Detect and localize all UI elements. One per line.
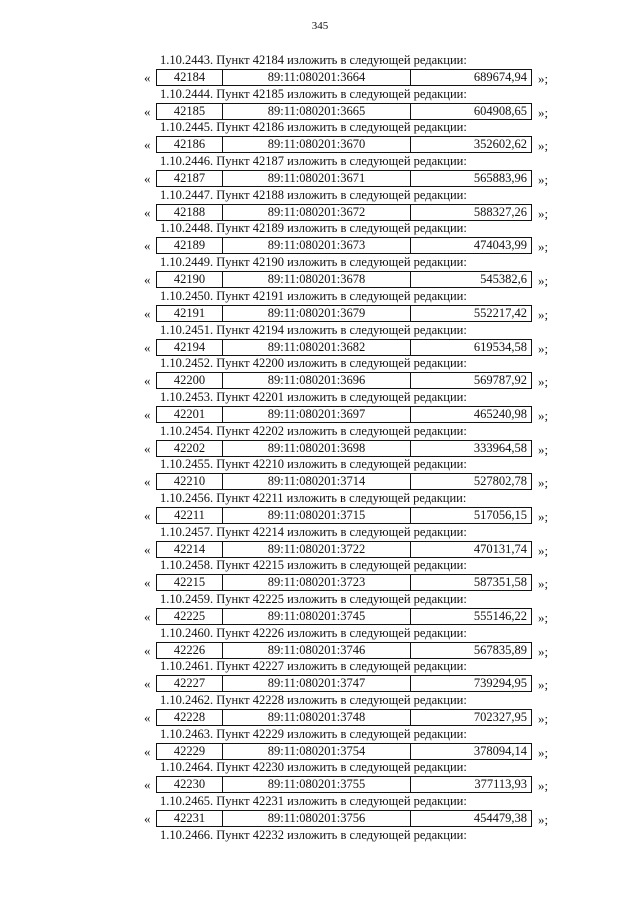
amendment-row <box>0 507 640 524</box>
value-cell: 527802,78 <box>473 474 527 489</box>
amendment-entry <box>0 53 640 87</box>
opening-quote: « <box>144 171 151 187</box>
amendment-entry <box>0 255 640 289</box>
item-number-cell: 42190 <box>157 272 223 287</box>
cadastral-number-cell: 89:11:080201:3722 <box>223 542 411 557</box>
value-cell: 454479,38 <box>473 811 527 826</box>
table-row <box>156 743 532 760</box>
cadastral-number-cell: 89:11:080201:3756 <box>223 811 411 826</box>
amendment-row <box>0 473 640 490</box>
opening-quote: « <box>144 710 151 726</box>
opening-quote: « <box>144 204 151 220</box>
closing-quote: »; <box>538 205 549 221</box>
amendment-entry <box>0 289 640 323</box>
table-row <box>156 305 532 322</box>
value-cell: 377113,93 <box>474 777 527 792</box>
cadastral-number-cell: 89:11:080201:3697 <box>223 407 411 422</box>
amendment-heading: 1.10.2451. Пункт 42194 изложить в следующей редакции: <box>160 322 467 337</box>
amendment-heading: 1.10.2459. Пункт 42225 изложить в следующей редакции: <box>160 592 467 606</box>
item-number-cell: 42211 <box>157 508 223 523</box>
cadastral-number-cell: 89:11:080201:3665 <box>223 104 411 119</box>
amendment-row <box>0 237 640 254</box>
value-cell: 378094,14 <box>473 743 527 758</box>
item-number-cell: 42202 <box>157 441 223 456</box>
table-row <box>156 170 532 187</box>
cadastral-number-cell: 89:11:080201:3746 <box>223 643 411 658</box>
amendment-entry <box>0 491 640 525</box>
value-cell: 702327,95 <box>473 710 527 725</box>
amendment-entry <box>0 390 640 424</box>
value-cell: 689674,94 <box>473 70 527 84</box>
amendment-heading: 1.10.2443. Пункт 42184 изложить в следующей редакции: <box>160 53 467 67</box>
amendment-entry <box>0 693 640 727</box>
opening-quote: « <box>144 474 151 490</box>
item-number-cell: 42184 <box>157 70 223 85</box>
amendment-heading: 1.10.2460. Пункт 42226 изложить в следующей редакции: <box>160 625 467 640</box>
opening-quote: « <box>144 811 151 827</box>
amendment-row <box>0 103 640 120</box>
cadastral-number-cell: 89:11:080201:3715 <box>223 508 411 523</box>
amendment-heading: 1.10.2447. Пункт 42188 изложить в следующей редакции: <box>160 187 467 202</box>
closing-quote: »; <box>538 273 549 289</box>
amendment-entry <box>0 760 640 794</box>
value-cell: 474043,99 <box>473 238 527 253</box>
closing-quote: »; <box>538 441 549 457</box>
cadastral-number-cell: 89:11:080201:3714 <box>223 474 411 489</box>
table-row <box>156 103 532 120</box>
amendment-row <box>0 69 640 86</box>
amendment-row <box>0 204 640 221</box>
cadastral-number-cell: 89:11:080201:3755 <box>223 777 411 792</box>
amendment-entry <box>0 154 640 188</box>
cadastral-number-cell: 89:11:080201:3723 <box>223 575 411 590</box>
opening-quote: « <box>144 373 151 389</box>
value-cell: 619534,58 <box>473 339 527 354</box>
value-cell: 739294,95 <box>473 676 527 691</box>
amendment-list <box>0 53 640 862</box>
amendment-entry <box>0 659 640 693</box>
value-cell: 604908,65 <box>473 103 527 118</box>
closing-quote: »; <box>538 475 549 491</box>
item-number-cell: 42210 <box>157 474 223 489</box>
amendment-entry <box>0 828 640 862</box>
amendment-row <box>0 305 640 322</box>
value-cell: 587351,58 <box>473 575 527 590</box>
amendment-row <box>0 372 640 389</box>
amendment-entry <box>0 558 640 592</box>
item-number-cell: 42229 <box>157 744 223 759</box>
amendment-heading: 1.10.2455. Пункт 42210 изложить в следующей редакции: <box>160 457 467 472</box>
cadastral-number-cell: 89:11:080201:3672 <box>223 205 411 220</box>
table-row <box>156 237 532 254</box>
amendment-entry <box>0 727 640 761</box>
value-cell: 517056,15 <box>473 507 527 522</box>
amendment-entry <box>0 525 640 559</box>
amendment-heading: 1.10.2466. Пункт 42232 изложить в следующей редакции: <box>160 827 467 842</box>
cadastral-number-cell: 89:11:080201:3664 <box>223 70 411 85</box>
amendment-row <box>0 541 640 558</box>
amendment-heading: 1.10.2454. Пункт 42202 изложить в следующей редакции: <box>160 423 467 438</box>
amendment-heading: 1.10.2456. Пункт 42211 изложить в следующей редакции: <box>160 490 467 505</box>
amendment-heading: 1.10.2463. Пункт 42229 изложить в следующей редакции: <box>160 726 467 741</box>
table-row <box>156 574 532 591</box>
cadastral-number-cell: 89:11:080201:3679 <box>223 306 411 321</box>
table-row <box>156 339 532 356</box>
value-cell: 569787,92 <box>473 373 527 388</box>
cadastral-number-cell: 89:11:080201:3745 <box>223 609 411 624</box>
item-number-cell: 42228 <box>157 710 223 725</box>
table-row <box>156 69 532 86</box>
opening-quote: « <box>144 339 151 355</box>
amendment-entry <box>0 794 640 828</box>
closing-quote: »; <box>538 374 549 390</box>
item-number-cell: 42230 <box>157 777 223 792</box>
value-cell: 555146,22 <box>473 609 527 623</box>
opening-quote: « <box>144 305 151 321</box>
page-number: 345 <box>311 20 329 32</box>
item-number-cell: 42201 <box>157 407 223 422</box>
item-number-cell: 42215 <box>157 575 223 590</box>
opening-quote: « <box>144 541 151 557</box>
table-row <box>156 473 532 490</box>
amendment-row <box>0 810 640 827</box>
table-row <box>156 608 532 625</box>
cadastral-number-cell: 89:11:080201:3698 <box>223 441 411 456</box>
cadastral-number-cell: 89:11:080201:3671 <box>223 171 411 186</box>
amendment-row <box>0 440 640 457</box>
amendment-row <box>0 675 640 692</box>
amendment-entry <box>0 356 640 390</box>
opening-quote: « <box>144 609 151 624</box>
value-cell: 588327,26 <box>473 204 527 219</box>
amendment-entry <box>0 424 640 458</box>
table-row <box>156 541 532 558</box>
opening-quote: « <box>144 238 151 254</box>
closing-quote: »; <box>538 778 549 794</box>
amendment-row <box>0 271 640 288</box>
cadastral-number-cell: 89:11:080201:3678 <box>223 272 411 287</box>
opening-quote: « <box>144 575 151 591</box>
amendment-row <box>0 136 640 153</box>
value-cell: 333964,58 <box>473 440 527 455</box>
closing-quote: »; <box>538 138 549 154</box>
item-number-cell: 42186 <box>157 137 223 152</box>
amendment-entry <box>0 221 640 255</box>
opening-quote: « <box>144 777 151 793</box>
amendment-row <box>0 339 640 356</box>
amendment-heading: 1.10.2464. Пункт 42230 изложить в следующей редакции: <box>160 760 467 775</box>
amendment-entry <box>0 120 640 154</box>
table-row <box>156 406 532 423</box>
table-row <box>156 709 532 726</box>
opening-quote: « <box>144 676 151 692</box>
cadastral-number-cell: 89:11:080201:3682 <box>223 340 411 355</box>
table-row <box>156 810 532 827</box>
item-number-cell: 42191 <box>157 306 223 321</box>
amendment-heading: 1.10.2453. Пункт 42201 изложить в следующей редакции: <box>160 389 467 404</box>
value-cell: 567835,89 <box>473 642 527 657</box>
table-row <box>156 776 532 793</box>
amendment-entry <box>0 592 640 626</box>
amendment-row <box>0 406 640 423</box>
amendment-heading: 1.10.2458. Пункт 42215 изложить в следующей редакции: <box>160 558 467 573</box>
amendment-heading: 1.10.2448. Пункт 42189 изложить в следующей редакции: <box>160 221 467 236</box>
value-cell: 545382,6 <box>480 272 527 287</box>
closing-quote: »; <box>538 71 549 86</box>
table-row <box>156 136 532 153</box>
opening-quote: « <box>144 743 151 759</box>
cadastral-number-cell: 89:11:080201:3670 <box>223 137 411 152</box>
closing-quote: »; <box>538 239 549 255</box>
amendment-heading: 1.10.2446. Пункт 42187 изложить в следующей редакции: <box>160 154 467 169</box>
closing-quote: »; <box>538 576 549 592</box>
closing-quote: »; <box>538 711 549 727</box>
amendment-heading: 1.10.2457. Пункт 42214 изложить в следующей редакции: <box>160 524 467 539</box>
amendment-entry <box>0 626 640 660</box>
amendment-row <box>0 776 640 793</box>
amendment-heading: 1.10.2450. Пункт 42191 изложить в следующей редакции: <box>160 288 467 303</box>
closing-quote: »; <box>538 677 549 693</box>
item-number-cell: 42194 <box>157 340 223 355</box>
amendment-heading: 1.10.2462. Пункт 42228 изложить в следующей редакции: <box>160 693 467 708</box>
closing-quote: »; <box>538 812 549 828</box>
amendment-row <box>0 709 640 726</box>
amendment-entry <box>0 188 640 222</box>
opening-quote: « <box>144 70 151 85</box>
amendment-entry <box>0 87 640 121</box>
table-row <box>156 675 532 692</box>
table-row <box>156 204 532 221</box>
opening-quote: « <box>144 406 151 422</box>
item-number-cell: 42214 <box>157 542 223 557</box>
table-row <box>156 271 532 288</box>
item-number-cell: 42227 <box>157 676 223 691</box>
opening-quote: « <box>144 103 151 119</box>
opening-quote: « <box>144 642 151 658</box>
value-cell: 352602,62 <box>473 137 527 152</box>
value-cell: 470131,74 <box>473 541 527 556</box>
cadastral-number-cell: 89:11:080201:3673 <box>223 238 411 253</box>
closing-quote: »; <box>538 306 549 322</box>
closing-quote: »; <box>538 643 549 659</box>
value-cell: 565883,96 <box>473 171 527 186</box>
table-row <box>156 440 532 457</box>
amendment-row <box>0 743 640 760</box>
opening-quote: « <box>144 137 151 153</box>
amendment-row <box>0 170 640 187</box>
closing-quote: »; <box>538 340 549 356</box>
item-number-cell: 42187 <box>157 171 223 186</box>
closing-quote: »; <box>538 542 549 558</box>
closing-quote: »; <box>538 407 549 423</box>
opening-quote: « <box>144 440 151 456</box>
closing-quote: »; <box>538 508 549 524</box>
opening-quote: « <box>144 507 151 523</box>
item-number-cell: 42200 <box>157 373 223 388</box>
amendment-entry <box>0 457 640 491</box>
cadastral-number-cell: 89:11:080201:3747 <box>223 676 411 691</box>
value-cell: 552217,42 <box>473 305 527 320</box>
amendment-row <box>0 642 640 659</box>
amendment-row <box>0 608 640 625</box>
item-number-cell: 42189 <box>157 238 223 253</box>
table-row <box>156 372 532 389</box>
amendment-heading: 1.10.2452. Пункт 42200 изложить в следующей редакции: <box>160 356 467 371</box>
table-row <box>156 642 532 659</box>
amendment-heading: 1.10.2449. Пункт 42190 изложить в следующей редакции: <box>160 255 467 270</box>
closing-quote: »; <box>538 104 549 120</box>
opening-quote: « <box>144 272 151 288</box>
item-number-cell: 42226 <box>157 643 223 658</box>
amendment-heading: 1.10.2461. Пункт 42227 изложить в следующей редакции: <box>160 659 467 674</box>
item-number-cell: 42185 <box>157 104 223 119</box>
amendment-entry <box>0 323 640 357</box>
cadastral-number-cell: 89:11:080201:3696 <box>223 373 411 388</box>
amendment-heading: 1.10.2444. Пункт 42185 изложить в следующей редакции: <box>160 86 467 101</box>
item-number-cell: 42225 <box>157 609 223 624</box>
closing-quote: »; <box>538 744 549 760</box>
amendment-heading: 1.10.2465. Пункт 42231 изложить в следующей редакции: <box>160 794 467 809</box>
item-number-cell: 42231 <box>157 811 223 826</box>
cadastral-number-cell: 89:11:080201:3748 <box>223 710 411 725</box>
closing-quote: »; <box>538 610 549 625</box>
value-cell: 465240,98 <box>473 406 527 421</box>
closing-quote: »; <box>538 172 549 188</box>
amendment-heading: 1.10.2445. Пункт 42186 изложить в следующей редакции: <box>160 120 467 135</box>
item-number-cell: 42188 <box>157 205 223 220</box>
amendment-row <box>0 574 640 591</box>
cadastral-number-cell: 89:11:080201:3754 <box>223 744 411 759</box>
table-row <box>156 507 532 524</box>
